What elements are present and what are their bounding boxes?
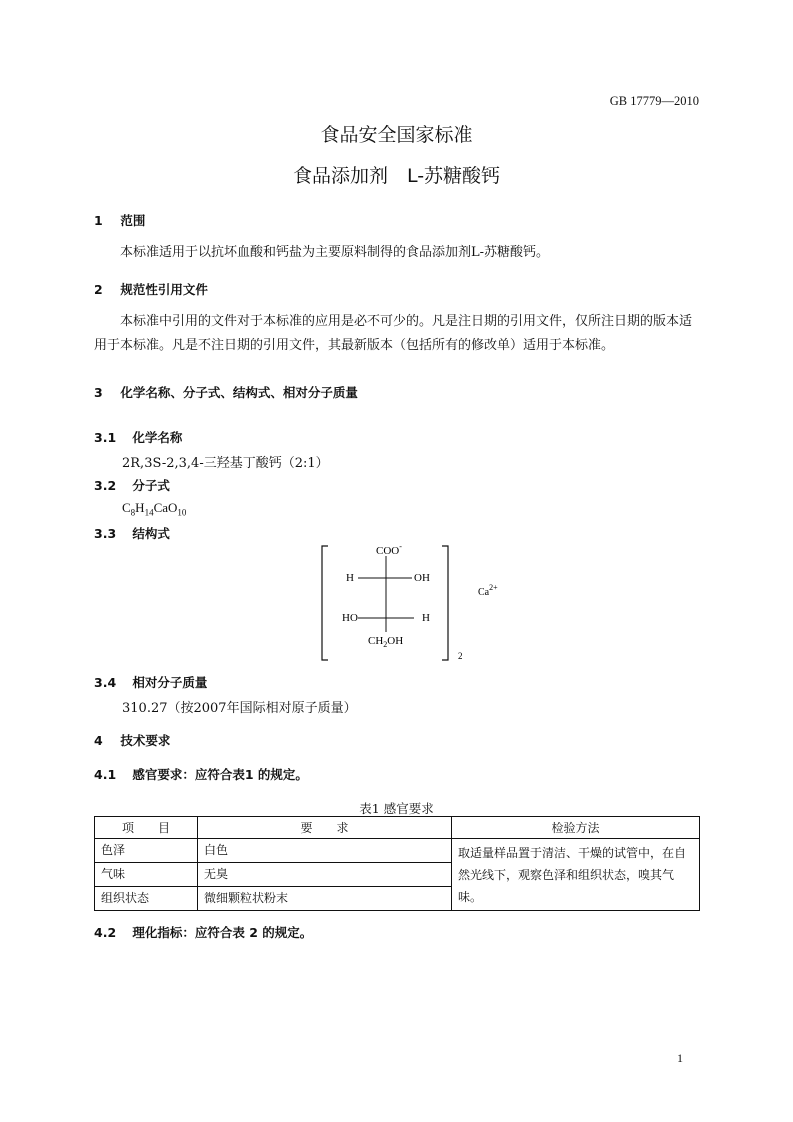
section-4-heading xyxy=(94,731,170,749)
section-number: 3.3 xyxy=(94,526,117,541)
table-row xyxy=(95,839,700,863)
table-header-row xyxy=(95,817,700,839)
section-title: 理化指标：应符合表 2 的规定。 xyxy=(132,925,313,940)
formula-h-count: 14 xyxy=(144,507,154,518)
formula-h: H xyxy=(135,500,145,515)
section-3-4-heading xyxy=(94,673,207,691)
carboxylate-label: COO- xyxy=(376,542,402,557)
section-title: 分子式 xyxy=(132,478,170,493)
page-number: 1 xyxy=(677,1051,683,1065)
section-number: 3.2 xyxy=(94,478,117,493)
right-bracket xyxy=(442,546,448,660)
requirement-cell: 白色 xyxy=(198,839,452,863)
section-title: 范围 xyxy=(120,213,146,228)
section-4-1-heading xyxy=(94,765,308,783)
formula-cao: CaO xyxy=(153,500,178,515)
oh-right-label: OH xyxy=(414,572,430,584)
section-title: 化学名称、分子式、结构式、相对分子质量 xyxy=(120,385,358,400)
section-3-2-heading xyxy=(94,476,170,494)
section-2-paragraph: 本标准中引用的文件对于本标准的应用是必不可少的。凡是注日期的引用文件，仅所注日期的版本适用于本标准。凡是不注日期的引用文件，其最新版本（包括所有的修改单）适用于本标准。 xyxy=(94,314,693,353)
requirement-cell: 微细颗粒状粉末 xyxy=(198,887,452,911)
section-number: 4.2 xyxy=(94,925,117,940)
section-2-heading xyxy=(94,280,208,298)
section-1-paragraph: 本标准适用于以抗坏血酸和钙盐为主要原料制得的食品添加剂L-苏糖酸钙。 xyxy=(120,245,550,260)
bracket-subscript: 2 xyxy=(458,651,463,661)
formula-c: C xyxy=(122,500,131,515)
section-number: 1 xyxy=(94,213,103,228)
section-number: 4 xyxy=(94,733,103,748)
item-cell: 色泽 xyxy=(95,839,198,863)
section-title: 化学名称 xyxy=(132,430,183,445)
hydroxymethyl-label: $CH_2OH$ xyxy=(368,635,404,649)
molecular-mass: 310.27（按2007年国际相对原子质量） xyxy=(122,701,357,716)
section-1-heading xyxy=(94,211,145,229)
section-title: 规范性引用文件 xyxy=(120,282,208,297)
section-title: 技术要求 xyxy=(120,733,171,748)
method-cell: 取适量样品置于清洁、干燥的试管中，在自然光线下，观察色泽和组织状态，嗅其气味。 xyxy=(452,839,700,911)
h-right-label: H xyxy=(422,612,430,624)
section-title: 感官要求：应符合表1 的规定。 xyxy=(132,767,308,782)
column-header-method: 检验方法 xyxy=(452,817,700,839)
section-title: 相对分子质量 xyxy=(132,675,208,690)
ho-left-label: HO xyxy=(342,612,358,624)
column-header-item: 项 目 xyxy=(95,817,198,839)
section-title: 结构式 xyxy=(132,526,170,541)
section-number: 3 xyxy=(94,385,103,400)
sensory-requirements-table xyxy=(94,816,700,911)
calcium-ion-label: $Ca^{2+}$ xyxy=(478,583,498,598)
left-bracket xyxy=(322,546,328,660)
requirement-cell: 无臭 xyxy=(198,863,452,887)
h-left-label: H xyxy=(346,572,354,584)
section-3-1-heading xyxy=(94,428,182,446)
formula-c-count: 8 xyxy=(130,507,136,518)
standard-number: GB 17779—2010 xyxy=(609,94,699,108)
section-number: 3.4 xyxy=(94,675,117,690)
section-number: 4.1 xyxy=(94,767,117,782)
document-subtitle: 食品添加剂 L-苏糖酸钙 xyxy=(292,165,501,187)
molecular-formula xyxy=(122,500,186,518)
section-4-2-heading xyxy=(94,923,312,941)
formula-o-count: 10 xyxy=(177,507,187,518)
document-title: 食品安全国家标准 xyxy=(320,124,473,146)
section-number: 2 xyxy=(94,282,103,297)
column-header-requirement: 要 求 xyxy=(198,817,452,839)
item-cell: 组织状态 xyxy=(95,887,198,911)
chemical-name: 2R,3S-2,3,4-三羟基丁酸钙（2:1） xyxy=(122,456,329,471)
item-cell: 气味 xyxy=(95,863,198,887)
section-3-heading xyxy=(94,383,358,401)
table-caption: 表1 感官要求 xyxy=(359,801,434,816)
section-3-3-heading xyxy=(94,524,170,542)
section-number: 3.1 xyxy=(94,430,117,445)
structural-formula xyxy=(300,540,520,670)
